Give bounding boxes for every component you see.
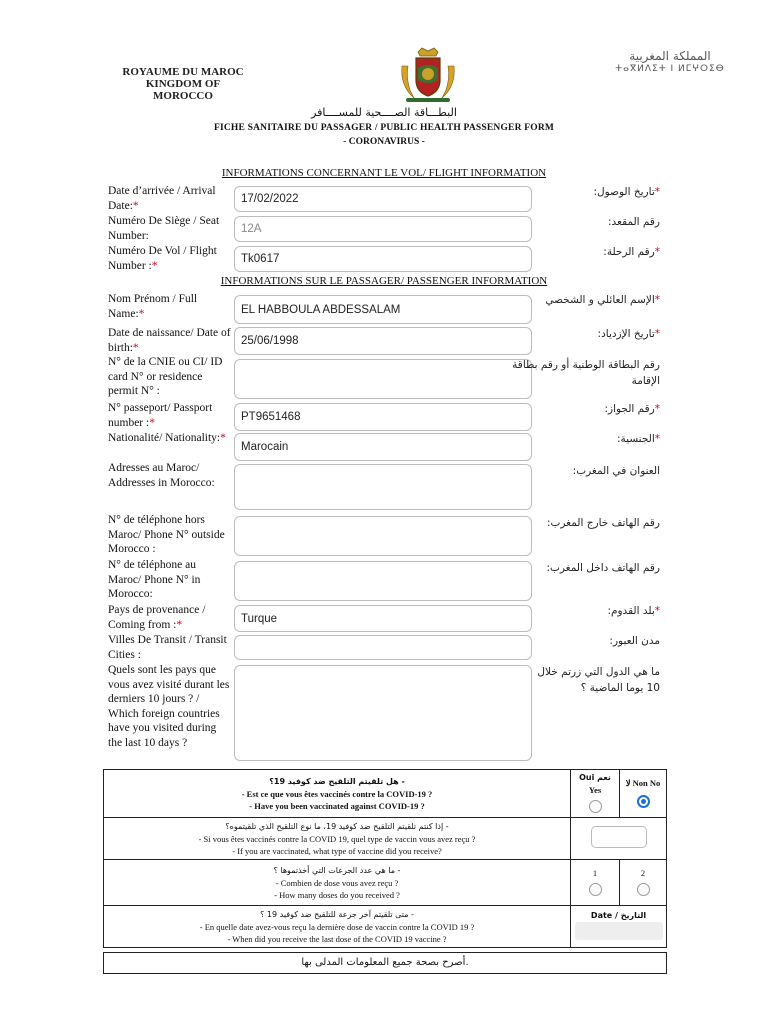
seat-number-field[interactable]: 12A [234,216,532,242]
yes-label-ar: نعم Oui [579,772,611,782]
yes-cell [571,770,620,818]
vaccine-type-question-en: - If you are vaccinated, what type of vaccine did you receive? [232,845,442,856]
vaccinated-question-en: - Have you been vaccinated against COVID-19 ? [249,800,425,811]
date-label: التاريخ / Date [590,911,647,920]
vaccine-type-cell [571,818,667,860]
vaccine-type-question-fr: - Si vous êtes vaccinés contre la COVID 19, quel type de vaccin vous avez reçu ? [198,833,476,844]
seat-number-label: Numéro De Siège / Seat Number: [108,215,220,242]
birth-date-field[interactable]: 25/06/1998 [234,327,532,355]
vaccination-table [103,769,667,948]
phone-morocco-label: N° de téléphone au Maroc/ Phone N° in Morocco: [108,559,201,600]
dose-two-label: 2 [640,867,646,878]
country-name-fr: ROYAUME DU MAROC [122,66,244,78]
full-name-label: Nom Prénom / Full Name:* [108,293,198,320]
last-dose-date-input[interactable] [575,922,663,940]
passport-label: N° passeport/ Passport number :* [108,402,213,429]
vaccine-type-question-ar: - إذا كنتم تلقيتم التلقيح ضد كوفيد 19، ما نوع التلقيح الذي تلقيتموه؟ [225,821,449,831]
phone-morocco-field[interactable] [234,561,532,601]
visited-countries-field[interactable] [234,665,532,761]
no-cell [620,770,667,818]
transit-cities-label-ar: مدن العبور: [609,635,660,647]
birth-date-label-ar: *تاريخ الإزدياد: [597,328,660,340]
arrival-date-field[interactable]: 17/02/2022 [234,186,532,212]
dose-count-question-fr: - Combien de dose vous avez reçu ? [275,877,399,888]
dose-one-label: 1 [592,867,598,878]
transit-cities-field[interactable] [234,635,532,660]
vaccinated-question [104,770,571,818]
address-field[interactable] [234,464,532,510]
transit-cities-label: Villes De Transit / Transit Cities : [108,634,227,661]
phone-morocco-label-ar: رقم الهاتف داخل المغرب: [546,562,660,574]
visited-countries-label: Quels sont les pays que vous avez visité durant les derniers 10 jours ? / Which foreign countries have you visited during the last 10 days ? [108,664,230,749]
country-name-arabic [610,50,730,76]
country-name-ar: المملكة المغربية [629,49,711,63]
royal-emblem-icon [396,46,460,104]
flight-section-title: INFORMATIONS CONCERNANT LE VOL/ FLIGHT INFORMATION [221,167,547,179]
no-radio[interactable] [637,795,650,808]
table-row [104,906,667,948]
id-card-field[interactable] [234,359,532,399]
yes-label-en: Yes [588,784,602,795]
form-subtitle: - CORONAVIRUS - [343,137,425,147]
address-label-ar: العنوان في المغرب: [572,465,660,477]
nationality-field[interactable]: Marocain [234,433,532,461]
phone-abroad-label-ar: رقم الهاتف خارج المغرب: [546,517,660,529]
id-card-label: N° de la CNIE ou CI/ ID card N° or residence permit N° : [108,356,223,397]
coming-from-label-ar: *بلد القدوم: [607,605,660,617]
visited-countries-label-ar: ما هي الدول التي زرتم خلال 10 يوما الماضية ؟ [537,666,660,694]
passport-field[interactable]: PT9651468 [234,403,532,431]
last-dose-question-en: - When did you receive the last dose of the COVID 19 vaccine ? [227,933,447,944]
dose-two-cell [620,860,667,906]
flight-number-field[interactable]: Tk0617 [234,246,532,272]
seat-number-label-ar: رقم المقعد: [607,216,660,228]
table-row [104,770,667,818]
arrival-date-label: Date d’arrivée / Arrival Date:* [108,185,216,212]
no-label: لا Non No [625,777,661,788]
flight-number-label-ar: *رقم الرحلة: [603,246,660,258]
dose-count-question [104,860,571,906]
coming-from-label: Pays de provenance / Coming from :* [108,604,206,631]
arrival-date-label-ar: *تاريخ الوصول: [593,186,660,198]
country-name-tifinagh: ⵜⴰⴳⵍⴷⵉⵜ ⵏ ⵍⵎⵖⵔⵉⴱ [615,64,725,74]
table-row [104,860,667,906]
country-name-latin [118,66,248,102]
phone-abroad-field[interactable] [234,516,532,556]
dose-count-question-ar: - ما هي عدد الجرعات التي أخذتموها ؟ [273,865,401,875]
vaccine-type-input[interactable] [591,826,647,848]
last-dose-date-cell [571,906,667,948]
vaccinated-question-fr: - Est ce que vous êtes vaccinés contre la COVID-19 ? [241,788,433,799]
passenger-section-title: INFORMATIONS SUR LE PASSAGER/ PASSENGER INFORMATION [220,275,548,287]
yes-radio[interactable] [589,800,602,813]
last-dose-question [104,906,571,948]
vaccinated-question-ar: - هل تلقيتم التلقيح ضد كوفيد 19؟ [269,776,405,786]
last-dose-question-fr: - En quelle date avez-vous reçu la dernière dose de vaccin contre la COVID 19 ? [199,921,475,932]
form-title: FICHE SANITAIRE DU PASSAGER / PUBLIC HEALTH PASSENGER FORM [213,123,555,133]
id-card-label-ar: رقم البطاقة الوطنية أو رقم بطاقة الإقامة [512,359,660,387]
vaccine-type-question [104,818,571,860]
last-dose-question-ar: - متى تلقيتم آخر جرعة للتلقيح ضد كوفيد 19 ؟ [260,909,414,919]
dose-count-question-en: - How many doses do you received ? [274,889,400,900]
country-name-en: KINGDOM OF MOROCCO [145,78,221,102]
dose-one-radio[interactable] [589,883,602,896]
full-name-label-ar: *الإسم العائلي و الشخصي [545,294,660,306]
nationality-label: Nationalité/ Nationality:* [108,432,226,444]
phone-abroad-label: N° de téléphone hors Maroc/ Phone N° outside Morocco : [108,514,225,555]
full-name-field[interactable]: EL HABBOULA ABDESSALAM [234,295,532,324]
address-label: Adresses au Maroc/ Addresses in Morocco: [108,462,215,489]
flight-number-label: Numéro De Vol / Flight Number :* [108,245,217,272]
coming-from-field[interactable]: Turque [234,605,532,632]
declaration: .أصرح بصحة جميع المعلومات المدلى بها [103,952,667,974]
nationality-label-ar: *الجنسية: [616,433,660,445]
dose-one-cell [571,860,620,906]
dose-two-radio[interactable] [637,883,650,896]
passport-label-ar: *رقم الجواز: [604,403,660,415]
form-title-arabic: البطـــاقة الصــــحية للمســــافر [311,106,457,119]
table-row [104,818,667,860]
birth-date-label: Date de naissance/ Date of birth:* [108,327,231,354]
